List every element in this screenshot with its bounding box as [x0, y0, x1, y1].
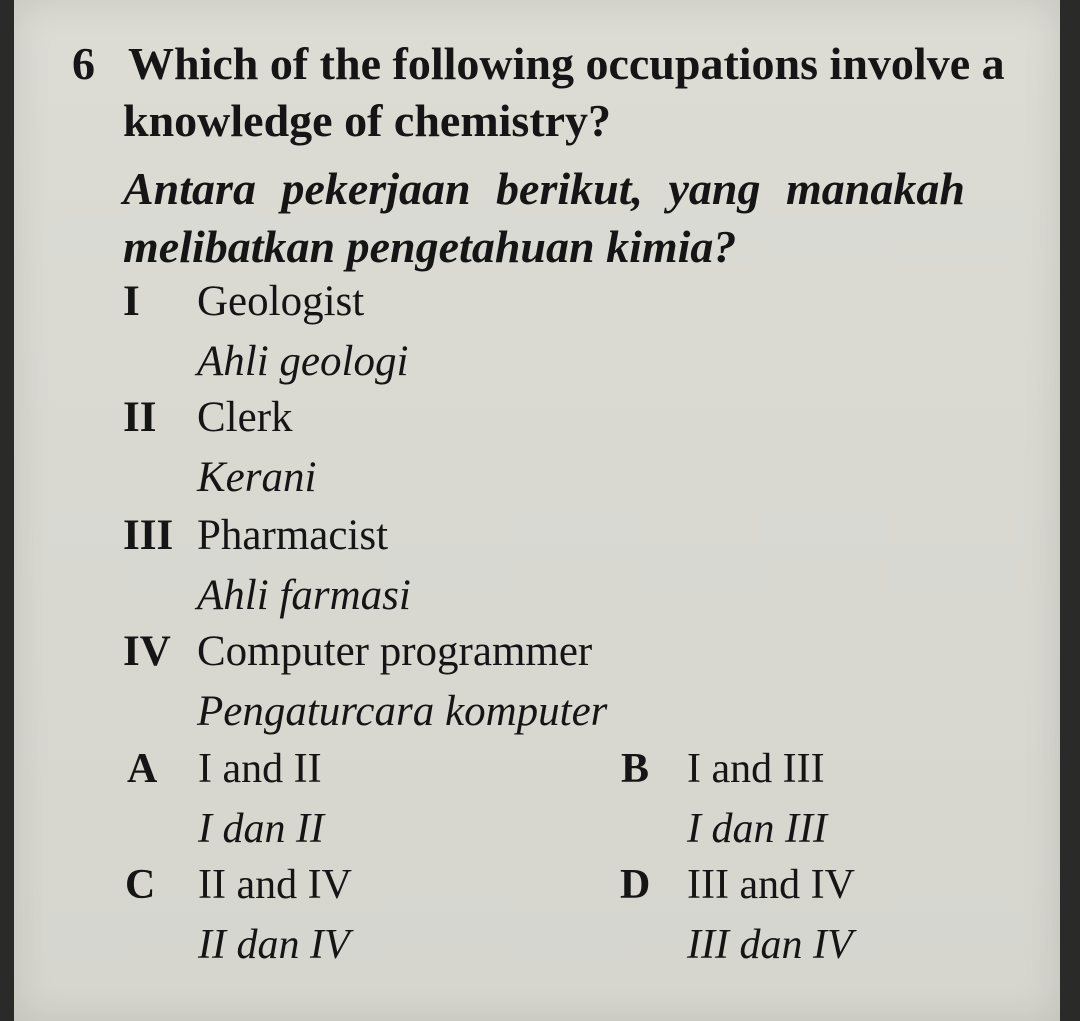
item-numeral: III [123, 512, 174, 559]
question-text-en-line1: Which of the following occupations involve a [128, 38, 1005, 89]
exam-paper [14, 0, 1060, 1021]
item-numeral: II [123, 394, 157, 441]
option-d-label-ms: III dan IV [687, 922, 853, 968]
option-b-label-en[interactable]: I and III [687, 746, 825, 792]
item-label-en: Clerk [197, 394, 293, 441]
option-letter: A [127, 746, 158, 792]
option-c-label-en[interactable]: II and IV [198, 862, 352, 908]
item-label-ms: Ahli farmasi [197, 572, 411, 619]
item-numeral: I [123, 278, 140, 325]
item-label-ms: Ahli geologi [197, 338, 409, 385]
question-number: 6 [72, 38, 95, 89]
item-label-en: Computer programmer [197, 628, 593, 675]
item-label-en: Pharmacist [197, 512, 389, 559]
option-letter: C [125, 862, 156, 908]
option-a-label-en[interactable]: I and II [198, 746, 322, 792]
option-b-label-ms: I dan III [687, 806, 827, 852]
option-d-label-en[interactable]: III and IV [687, 862, 855, 908]
item-label-en: Geologist [197, 278, 365, 325]
option-c-label-ms: II dan IV [198, 922, 350, 968]
item-label-ms: Kerani [197, 454, 317, 501]
option-a-label-ms: I dan II [198, 806, 324, 852]
question-text-ms-line2: melibatkan pengetahuan kimia? [123, 221, 737, 272]
option-letter: D [620, 862, 651, 908]
question-text-ms-line1: Antara pekerjaan berikut, yang manakah [123, 163, 965, 214]
option-letter: B [621, 746, 650, 792]
question-text-en-line2: knowledge of chemistry? [123, 95, 612, 146]
item-numeral: IV [123, 628, 171, 675]
item-label-ms: Pengaturcara komputer [197, 688, 608, 735]
